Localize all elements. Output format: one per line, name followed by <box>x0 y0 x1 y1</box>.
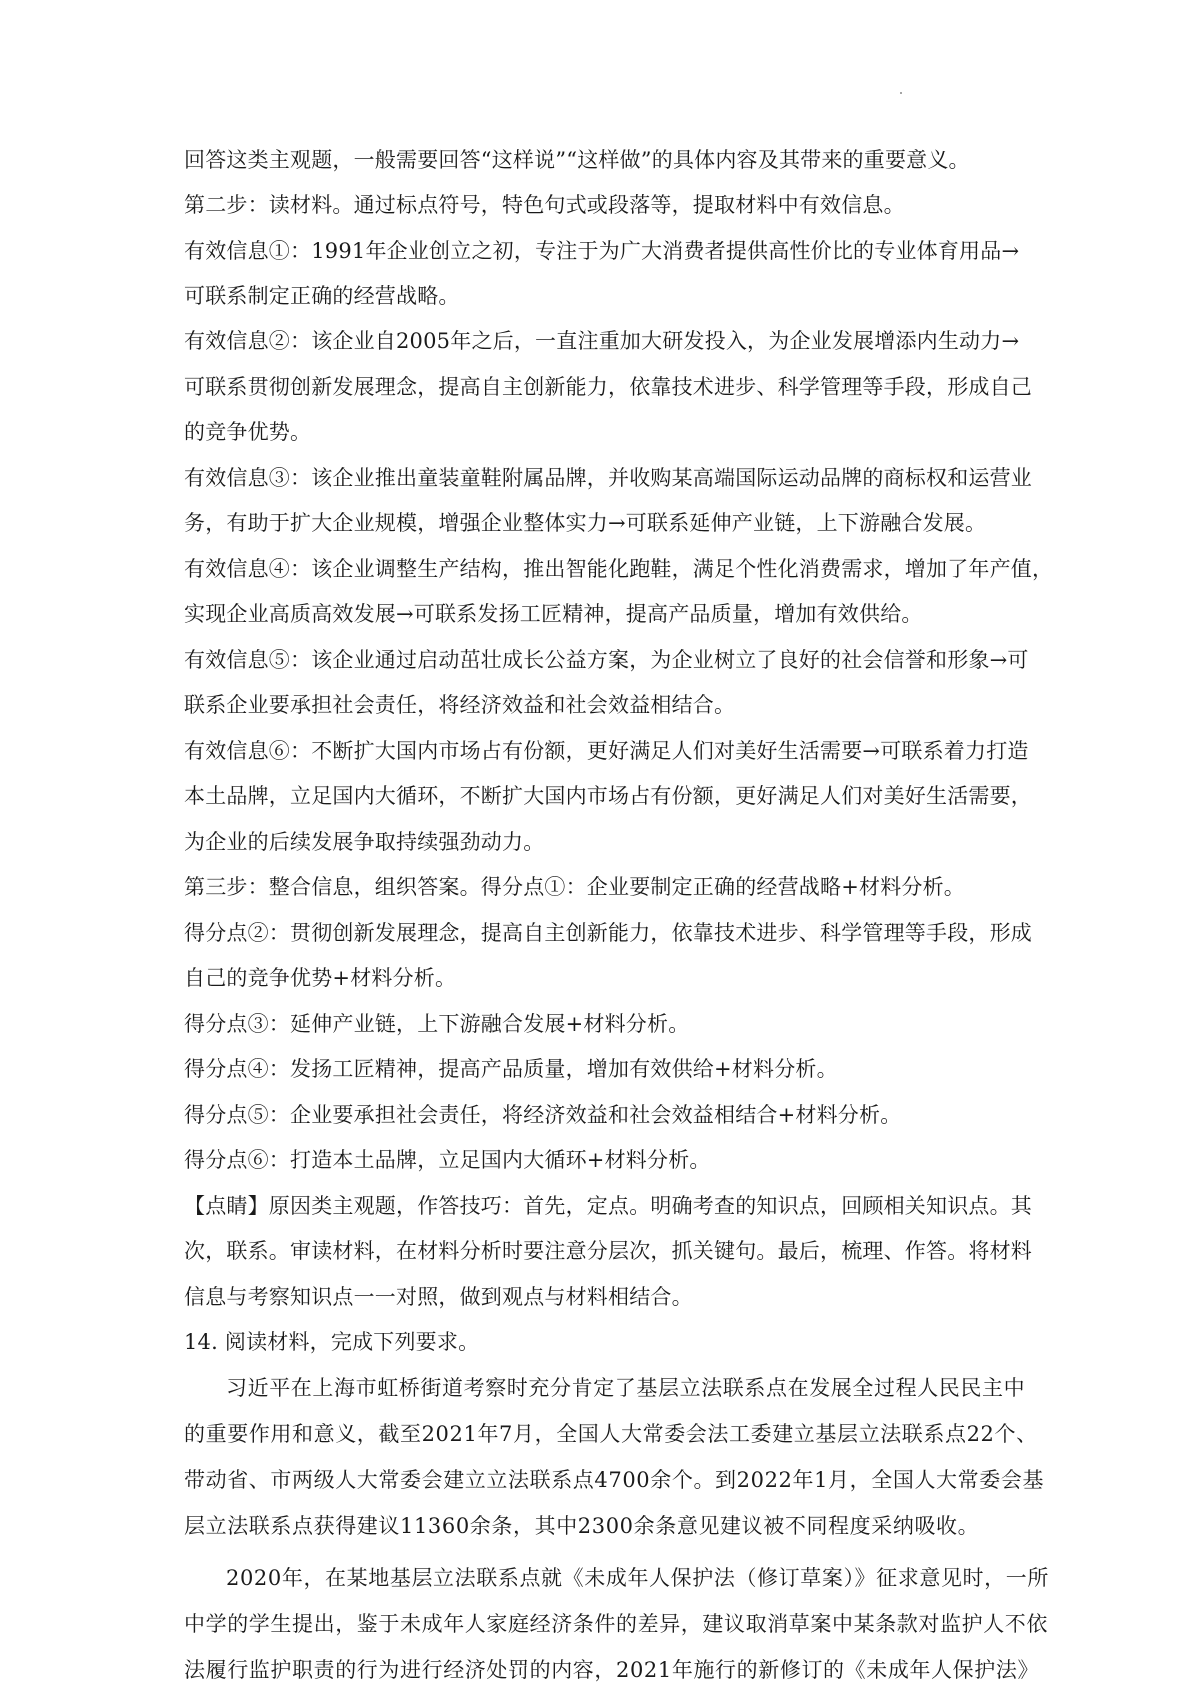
text-line: 的竞争优势。 <box>184 420 312 444</box>
text-line: 得分点⑥：打造本土品牌，立足国内大循环+材料分析。 <box>184 1148 711 1172</box>
text-line: 次，联系。审读材料，在材料分析时要注意分层次，抓关键句。最后，梳理、作答。将材料 <box>184 1239 1032 1263</box>
text-line: 联系企业要承担社会责任，将经济效益和社会效益相结合。 <box>184 693 736 717</box>
text-line: 信息与考察知识点一一对照，做到观点与材料相结合。 <box>184 1285 693 1309</box>
text-line: 务，有助于扩大企业规模，增强企业整体实力→可联系延伸产业链，上下游融合发展。 <box>184 511 987 535</box>
text-line: 有效信息②：该企业自2005年之后，一直注重加大研发投入，为企业发展增添内生动力→ <box>184 329 1020 353</box>
text-line: 得分点④：发扬工匠精神，提高产品质量，增加有效供给+材料分析。 <box>184 1057 838 1081</box>
material-line: 的重要作用和意义，截至2021年7月，全国人大常委会法工委建立基层立法联系点22个、 <box>184 1422 1038 1446</box>
text-line: 【点睛】原因类主观题，作答技巧：首先，定点。明确考查的知识点，回顾相关知识点。其 <box>184 1194 1032 1218</box>
text-line: 有效信息③：该企业推出童装童鞋附属品牌，并收购某高端国际运动品牌的商标权和运营业 <box>184 466 1032 490</box>
text-line: 有效信息④：该企业调整生产结构，推出智能化跑鞋，满足个性化消费需求，增加了年产值， <box>184 557 1054 581</box>
text-line: 有效信息①：1991年企业创立之初，专注于为广大消费者提供高性价比的专业体育用品→ <box>184 239 1020 263</box>
material-line: 带动省、市两级人大常委会建立立法联系点4700余个。到2022年1月，全国人大常委会基 <box>184 1468 1045 1492</box>
text-line: 可联系制定正确的经营战略。 <box>184 284 460 308</box>
text-line: 第二步：读材料。通过标点符号，特色句式或段落等，提取材料中有效信息。 <box>184 193 905 217</box>
text-line: 可联系贯彻创新发展理念，提高自主创新能力，依靠技术进步、科学管理等手段，形成自己 <box>184 375 1032 399</box>
text-line: 有效信息⑤：该企业通过启动茁壮成长公益方案，为企业树立了良好的社会信誉和形象→可 <box>184 648 1029 672</box>
material-line: 习近平在上海市虹桥街道考察时充分肯定了基层立法联系点在发展全过程人民民主中 <box>226 1376 1026 1400</box>
material-line: 法履行监护职责的行为进行经济处罚的内容，2021年施行的新修订的《未成年人保护法》 <box>184 1658 1040 1682</box>
scan-mark <box>900 92 902 94</box>
text-line: 第三步：整合信息，组织答案。得分点①：企业要制定正确的经营战略+材料分析。 <box>184 875 965 899</box>
material-line: 2020年，在某地基层立法联系点就《未成年人保护法（修订草案）》征求意见时，一所 <box>226 1566 1049 1590</box>
question-number-line: 14. 阅读材料，完成下列要求。 <box>184 1330 480 1354</box>
material-line: 中学的学生提出，鉴于未成年人家庭经济条件的差异，建议取消草案中某条款对监护人不依 <box>184 1612 1048 1636</box>
text-line: 自己的竞争优势+材料分析。 <box>184 966 457 990</box>
text-line: 为企业的后续发展争取持续强劲动力。 <box>184 830 545 854</box>
text-line: 回答这类主观题，一般需要回答“这样说”“这样做”的具体内容及其带来的重要意义。 <box>184 148 970 172</box>
text-line: 得分点⑤：企业要承担社会责任，将经济效益和社会效益相结合+材料分析。 <box>184 1103 902 1127</box>
text-line: 得分点③：延伸产业链，上下游融合发展+材料分析。 <box>184 1012 690 1036</box>
text-line: 实现企业高质高效发展→可联系发扬工匠精神，提高产品质量，增加有效供给。 <box>184 602 923 626</box>
material-line: 层立法联系点获得建议11360余条，其中2300余条意见建议被不同程度采纳吸收。 <box>184 1514 980 1538</box>
text-line: 有效信息⑥：不断扩大国内市场占有份额，更好满足人们对美好生活需要→可联系着力打造 <box>184 739 1029 763</box>
text-line: 得分点②：贯彻创新发展理念，提高自主创新能力，依靠技术进步、科学管理等手段，形成 <box>184 921 1032 945</box>
text-line: 本土品牌，立足国内大循环，不断扩大国内市场占有份额，更好满足人们对美好生活需要， <box>184 784 1032 808</box>
